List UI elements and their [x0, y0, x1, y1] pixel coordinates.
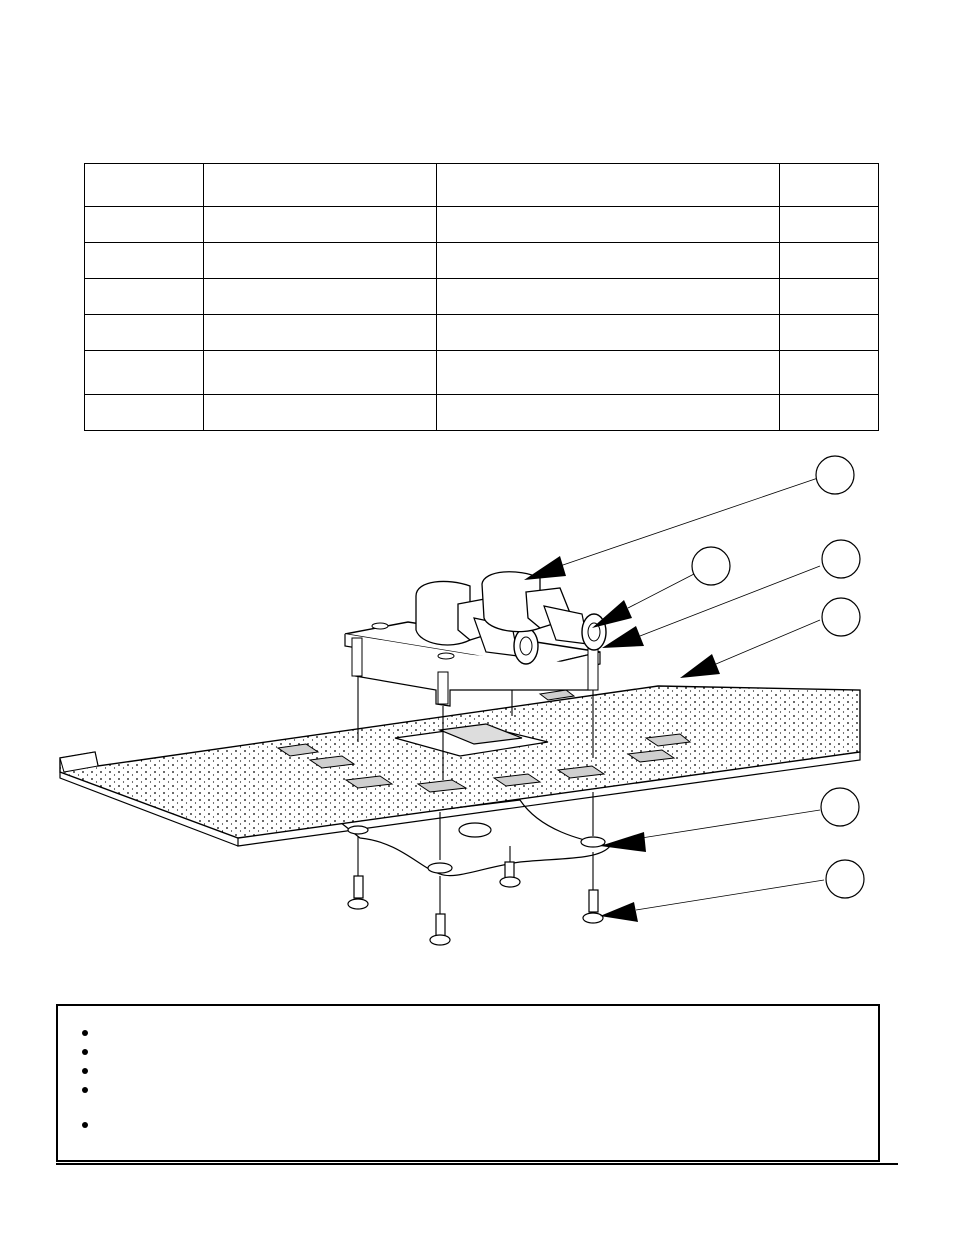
table-cell	[437, 315, 780, 351]
footer-rule	[56, 1163, 898, 1165]
bullet-icon	[82, 1087, 88, 1093]
bullet-icon	[82, 1049, 88, 1055]
callout-bubble	[821, 788, 859, 826]
table-cell	[85, 243, 204, 279]
table-row	[85, 351, 879, 395]
table-cell	[780, 279, 879, 315]
bullet-icon	[82, 1030, 88, 1036]
notes-box	[56, 1004, 880, 1162]
exploded-assembly-drawing	[0, 440, 954, 1000]
table-cell	[85, 351, 204, 395]
table-cell	[780, 243, 879, 279]
parts-table	[84, 163, 879, 431]
callout-bubble	[692, 547, 730, 585]
table-row	[85, 243, 879, 279]
table-cell	[204, 279, 437, 315]
callout-bubble	[822, 540, 860, 578]
note-item	[82, 1082, 96, 1096]
table-cell	[780, 351, 879, 395]
table-cell	[85, 315, 204, 351]
callout-bubble	[822, 598, 860, 636]
note-item	[82, 1063, 96, 1077]
header-cell	[85, 164, 204, 207]
note-item	[82, 1044, 96, 1058]
table-cell	[437, 243, 780, 279]
bullet-icon	[82, 1068, 88, 1074]
table-row	[85, 279, 879, 315]
table-cell	[780, 395, 879, 431]
table-cell	[85, 279, 204, 315]
table-cell	[437, 207, 780, 243]
callout-bubble	[826, 860, 864, 898]
header-cell	[780, 164, 879, 207]
note-item	[82, 1117, 96, 1131]
callout-bubble	[816, 456, 854, 494]
table-cell	[204, 243, 437, 279]
bullet-icon	[82, 1122, 88, 1128]
parts-table-header-row	[85, 164, 879, 207]
header-cell	[437, 164, 780, 207]
table-cell	[437, 279, 780, 315]
table-cell	[780, 207, 879, 243]
table-cell	[85, 395, 204, 431]
backing-plate-boss	[459, 823, 491, 837]
table-cell	[204, 351, 437, 395]
screws	[348, 862, 603, 945]
table-row	[85, 207, 879, 243]
callout-bubbles	[692, 456, 864, 898]
header-cell	[204, 164, 437, 207]
table-cell	[780, 315, 879, 351]
note-item	[82, 1025, 96, 1039]
table-row	[85, 315, 879, 351]
table-cell	[204, 315, 437, 351]
table-cell	[85, 207, 204, 243]
table-cell	[204, 207, 437, 243]
table-row	[85, 395, 879, 431]
table-cell	[204, 395, 437, 431]
table-cell	[437, 351, 780, 395]
table-cell	[437, 395, 780, 431]
